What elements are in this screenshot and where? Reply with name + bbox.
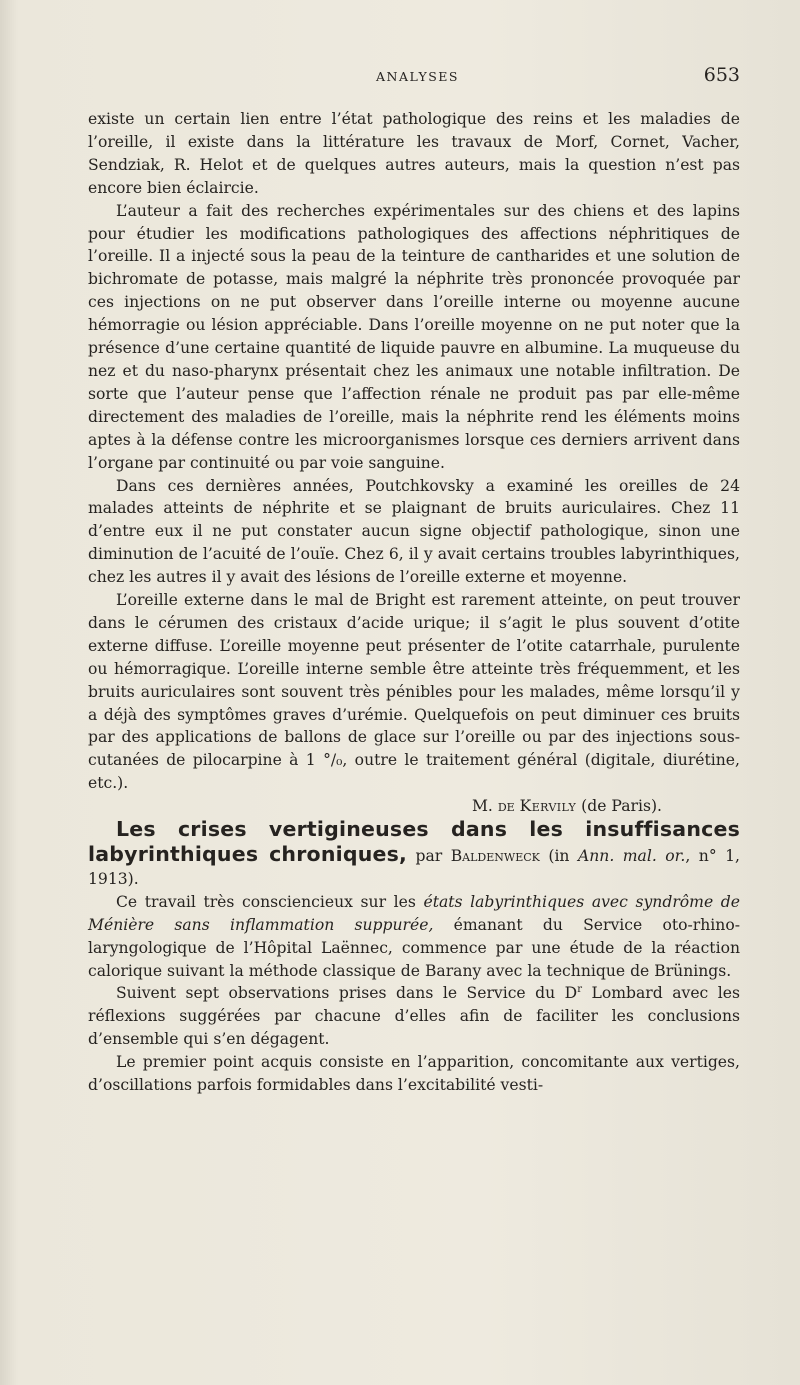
paragraph-italic: états labyrinthiques avec syndrôme de Ménière sans inflammation suppurée, [88, 892, 740, 934]
paragraph: Dans ces dernières années, Poutchkovsky a examiné les oreilles de 24 malades atteints de néphrite et se plaignant de bruits auriculaires. Chez 11 d’entre eux il ne put constater aucun signe objectif pathologique, sinon une diminution de l’acuité de l’ouïe. Chez 6, il y avait certains troubles labyrinthiques, chez les autres il y avait des lésions de l’oreille externe et moyenne. [88, 476, 740, 587]
article-ref-open: (in [548, 847, 570, 865]
superscript: r [577, 984, 582, 996]
page-number: 653 [703, 64, 740, 86]
paragraph [88, 982, 740, 1051]
running-head: ANALYSES [376, 69, 459, 84]
article-by: par [415, 847, 443, 865]
paragraph-text: Suivent sept observations prises dans le Service du D [116, 984, 578, 1003]
page-header [88, 64, 740, 98]
paragraph: L’auteur a fait des recherches expérimentales sur des chiens et des lapins pour étudier les modifications pathologiques des affections néphritiques de l’oreille. Il a injecté sous la peau de la teinture de cantharides et une solution de bichromate de potasse, mais malgré la néphrite très prononcée provoquée par ces injections on ne put observer dans l’oreille interne ou moyenne aucune hémorragie ou lésion appréciable. Dans l’oreille moyenne on ne put noter que la présence d’une certaine quantité de liquide pauvre en albumine. La muqueuse du nez et du naso-pharynx présentait chez les animaux une notable infiltration. De sorte que l’auteur pense que l’affection rénale ne produit pas par elle-même directement des maladies de l’oreille, mais la néphrite rend les éléments moins aptes à la défense contre les microorganismes lorsque ces derniers arrivent dans l’organe par continuité ou par voie sanguine. [88, 201, 740, 472]
signature-prefix: M. de [471, 797, 515, 816]
document-page [88, 64, 740, 1097]
paragraph-text: émanant du Service oto-rhino-laryngologique de l’Hôpital Laënnec, commence par une étude de la réaction calorique suivant la méthode classique de Barany avec la technique de Brünings. [88, 915, 740, 980]
signature-name: Kervily [519, 797, 577, 816]
article-journal: Ann. mal. or. [577, 847, 686, 865]
paragraph: existe un certain lien entre l’état pathologique des reins et les maladies de l’oreille, il existe dans la littérature les travaux de Morf, Cornet, Vacher, Sendziak, R. Helot et de quelques autres auteurs, mais la question n’est pas encore bien éclaircie. [88, 110, 740, 197]
paragraph: L’oreille externe dans le mal de Bright est rarement atteinte, on peut trouver dans le cérumen des cristaux d’acide urique; il s’agit le plus souvent d’otite externe diffuse. L’oreille moyenne peut présenter de l’otite catarrhale, purulente ou hémorragique. L’oreille interne semble être atteinte très fréquemment, et les bruits auriculaires sont souvent très pénibles pour les malades, même lorsqu’il y a déjà des symptômes graves d’urémie. Quelquefois on peut diminuer ces bruits par des applications de ballons de glace sur l’oreille ou par des injections sous-cutanées de pilocarpine à 1 °/₀, outre le traitement général (digitale, diurétine, etc.). [88, 591, 740, 793]
article-author: Baldenweck [450, 847, 540, 865]
paragraph [88, 891, 740, 983]
article-title: Les crises vertigineuses dans les insuffisances labyrinthiques chroniques, [88, 817, 740, 866]
paragraph-text: Ce travail très consciencieux sur les [116, 892, 416, 911]
signature [88, 795, 740, 818]
signature-place: (de Paris). [581, 797, 662, 816]
body-text [88, 108, 740, 1097]
article-ref-close: , n° 1, 1913). [88, 847, 740, 888]
article-heading [88, 818, 740, 891]
paragraph-text: Lombard avec les réflexions suggérées par chacune d’elles afin de faciliter les conclusions d’ensemble qui s’en dégagent. [88, 984, 740, 1049]
paragraph: Le premier point acquis consiste en l’apparition, concomitante aux vertiges, d’oscillations parfois formidables dans l’excitabilité vesti- [88, 1053, 740, 1095]
